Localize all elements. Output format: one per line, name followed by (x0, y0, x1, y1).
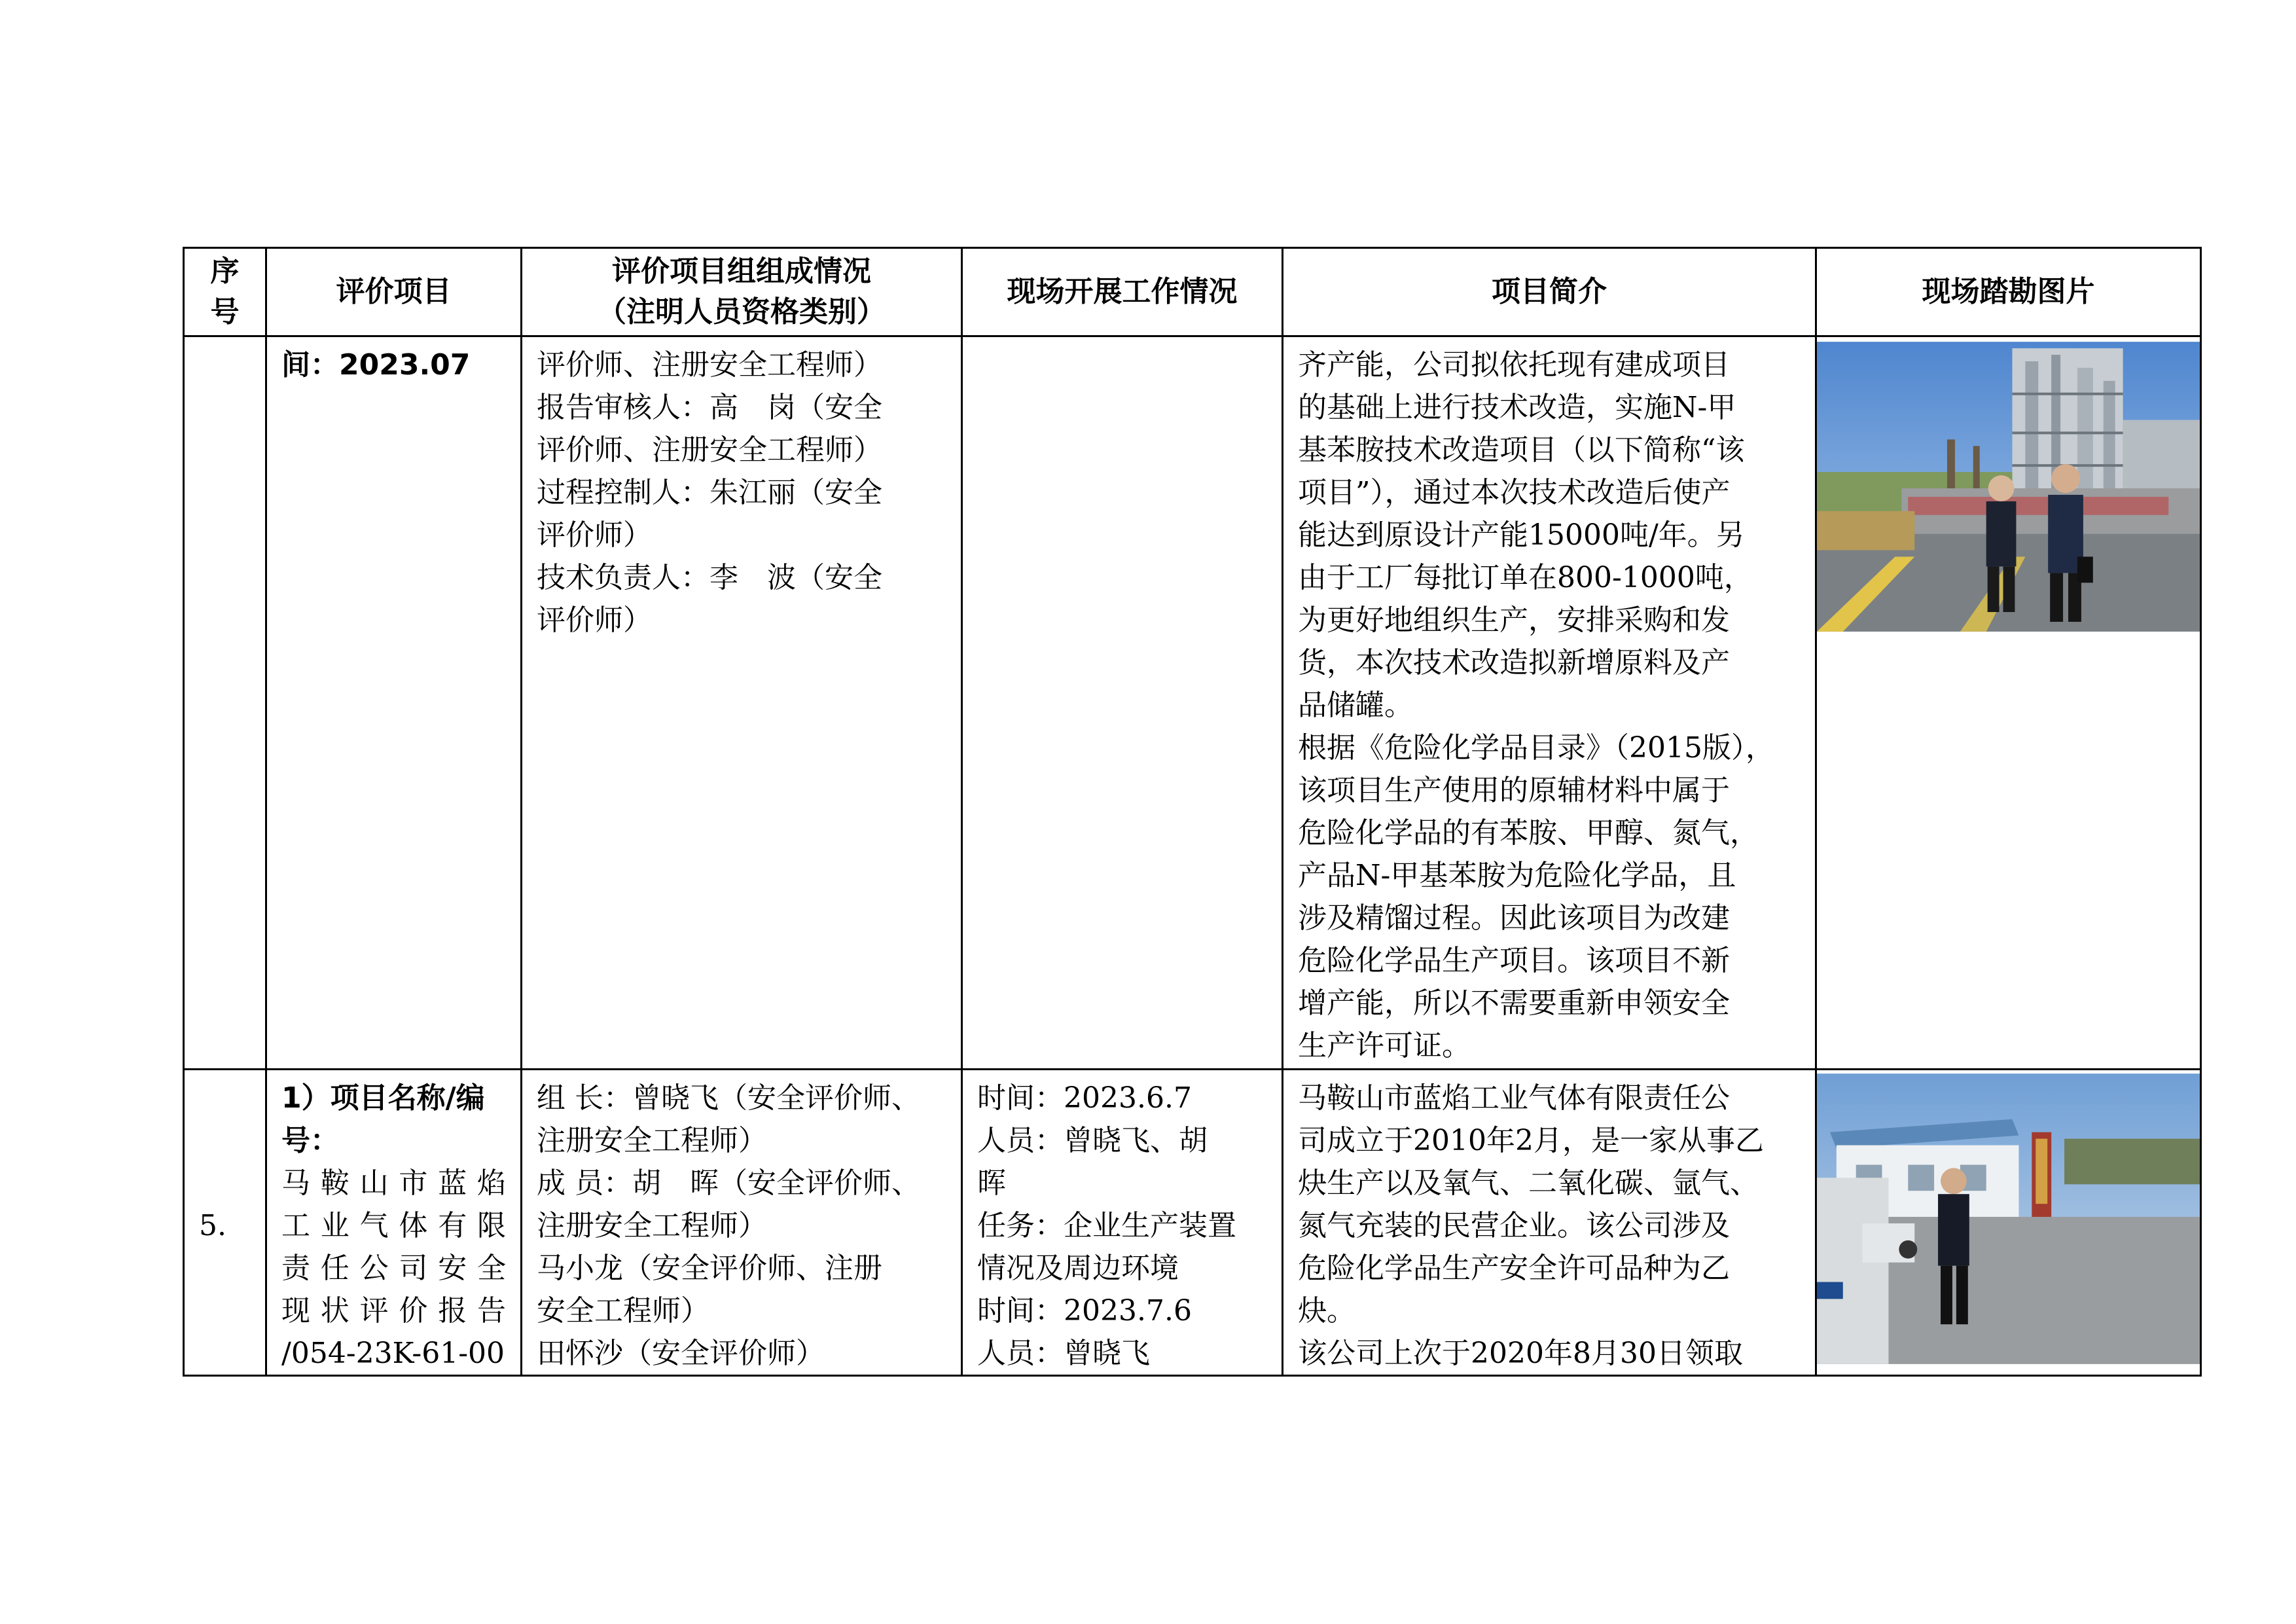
row2-work-line: 任务：企业生产装置 (977, 1209, 1236, 1242)
row2-team (522, 1070, 962, 1376)
row2-work-line: 人员：曾晓飞、胡 (977, 1124, 1208, 1157)
row2-team-line: 注册安全工程师） (537, 1124, 767, 1157)
row2-team-line: 马小龙（安全评价师、注册 (537, 1252, 882, 1285)
table-row (184, 336, 2201, 1070)
row2-project-line: /054-23K-61-00 (281, 1337, 505, 1370)
header-intro: 项目简介 (1283, 248, 1816, 336)
row2-work-line: 人员：曾晓飞 (977, 1337, 1150, 1370)
row2-team-line: 安全工程师） (537, 1294, 709, 1327)
row2-work-line: 时间：2023.6.7 (977, 1081, 1192, 1115)
row2-work-line: 情况及周边环境 (977, 1252, 1179, 1285)
row1-project-line: 间：2023.07 (281, 348, 471, 382)
row1-intro-line: 基苯胺技术改造项目（以下简称“该 (1298, 433, 1745, 467)
row2-team-line: 田怀沙（安全评价师） (537, 1337, 825, 1370)
row2-intro-line: 炔。 (1298, 1294, 1355, 1327)
row2-team-line: 成 员：胡 晖（安全评价师、 (537, 1166, 920, 1200)
row2-intro-line: 马鞍山市蓝焰工业气体有限责任公 (1298, 1081, 1730, 1115)
header-photo: 现场踏勘图片 (1816, 248, 2201, 336)
row1-intro-line: 项目”），通过本次技术改造后使产 (1298, 476, 1731, 509)
row2-team-line: 注册安全工程师） (537, 1209, 767, 1242)
header-row (184, 248, 2201, 336)
row1-intro-line: 的基础上进行技术改造，实施N-甲 (1298, 391, 1736, 424)
row2-team-line: 组 长：曾晓飞（安全评价师、 (537, 1081, 920, 1115)
row1-intro-line: 危险化学品的有苯胺、甲醇、氮气， (1298, 816, 1759, 850)
header-team (522, 248, 962, 336)
row2-project-line: 责任公司安全 (281, 1252, 506, 1285)
header-project: 评价项目 (266, 248, 522, 336)
row1-intro-line: 由于工厂每批订单在800-1000吨， (1298, 561, 1753, 594)
row1-intro-line: 根据《危险化学品目录》（2015版）， (1298, 731, 1774, 765)
row1-intro-line: 增产能，所以不需要重新申领安全 (1298, 986, 1730, 1020)
row2-photo-cell (1816, 1070, 2201, 1376)
row1-team-line: 评价师、注册安全工程师） (537, 433, 882, 467)
row1-intro-line: 品储罐。 (1298, 689, 1413, 722)
header-team-line2: （注明人员资格类别） (598, 295, 886, 329)
row1-intro-line: 涉及精馏过程。因此该项目为改建 (1298, 901, 1730, 935)
header-serial-text: 序 号 (210, 255, 240, 329)
row1-intro-line: 齐产能，公司拟依托现有建成项目 (1298, 348, 1730, 382)
header-serial (184, 248, 266, 336)
site-photo-2 (1817, 1073, 2200, 1365)
row2-work (962, 1070, 1283, 1376)
row2-work-line: 时间：2023.7.6 (977, 1294, 1192, 1327)
row2-work-line: 晖 (977, 1166, 1006, 1200)
row1-intro-line: 生产许可证。 (1298, 1029, 1471, 1062)
row2-project-title: 1）项目名称/编号： (281, 1081, 485, 1157)
row2-intro-line: 危险化学品生产安全许可品种为乙 (1298, 1252, 1730, 1285)
row1-intro-line: 货，本次技术改造拟新增原料及产 (1298, 646, 1730, 679)
row1-work (962, 336, 1283, 1070)
row2-project-line: 现状评价报告 (281, 1294, 506, 1327)
row2-intro-line: 炔生产以及氧气、二氧化碳、氩气、 (1298, 1166, 1759, 1200)
table-row (184, 1070, 2201, 1376)
site-photo-1 (1817, 341, 2200, 632)
row2-project-line: 马鞍山市蓝焰 (281, 1166, 506, 1200)
row1-intro-line: 危险化学品生产项目。该项目不新 (1298, 944, 1730, 977)
row1-team-line: 报告审核人：高 岗（安全 (537, 391, 882, 424)
row1-intro-line: 该项目生产使用的原辅材料中属于 (1298, 774, 1730, 807)
row1-team-line: 评价师、注册安全工程师） (537, 348, 882, 382)
row1-team (522, 336, 962, 1070)
row2-intro-line: 司成立于2010年2月，是一家从事乙 (1298, 1124, 1764, 1157)
row1-project (266, 336, 522, 1070)
row1-serial (184, 336, 266, 1070)
row1-photo-cell (1816, 336, 2201, 1070)
header-team-line1: 评价项目组组成情况 (612, 255, 871, 288)
row2-intro-line: 氮气充装的民营企业。该公司涉及 (1298, 1209, 1730, 1242)
row2-project (266, 1070, 522, 1376)
row1-intro-line: 产品N-甲基苯胺为危险化学品，且 (1298, 859, 1736, 892)
row2-serial: 5. (184, 1070, 266, 1376)
row2-intro (1283, 1070, 1816, 1376)
project-table (183, 247, 2202, 1377)
row1-intro (1283, 336, 1816, 1070)
row1-team-line: 过程控制人：朱江丽（安全 (537, 476, 882, 509)
row1-team-line: 技术负责人：李 波（安全 (537, 561, 882, 594)
header-work: 现场开展工作情况 (962, 248, 1283, 336)
row1-intro-line: 为更好地组织生产，安排采购和发 (1298, 604, 1730, 637)
row1-intro-line: 能达到原设计产能15000吨/年。另 (1298, 518, 1745, 552)
row2-project-line: 工业气体有限 (281, 1209, 506, 1242)
row1-team-line: 评价师） (537, 604, 652, 637)
row2-intro-line: 该公司上次于2020年8月30日领取 (1298, 1337, 1743, 1370)
row1-team-line: 评价师） (537, 518, 652, 552)
